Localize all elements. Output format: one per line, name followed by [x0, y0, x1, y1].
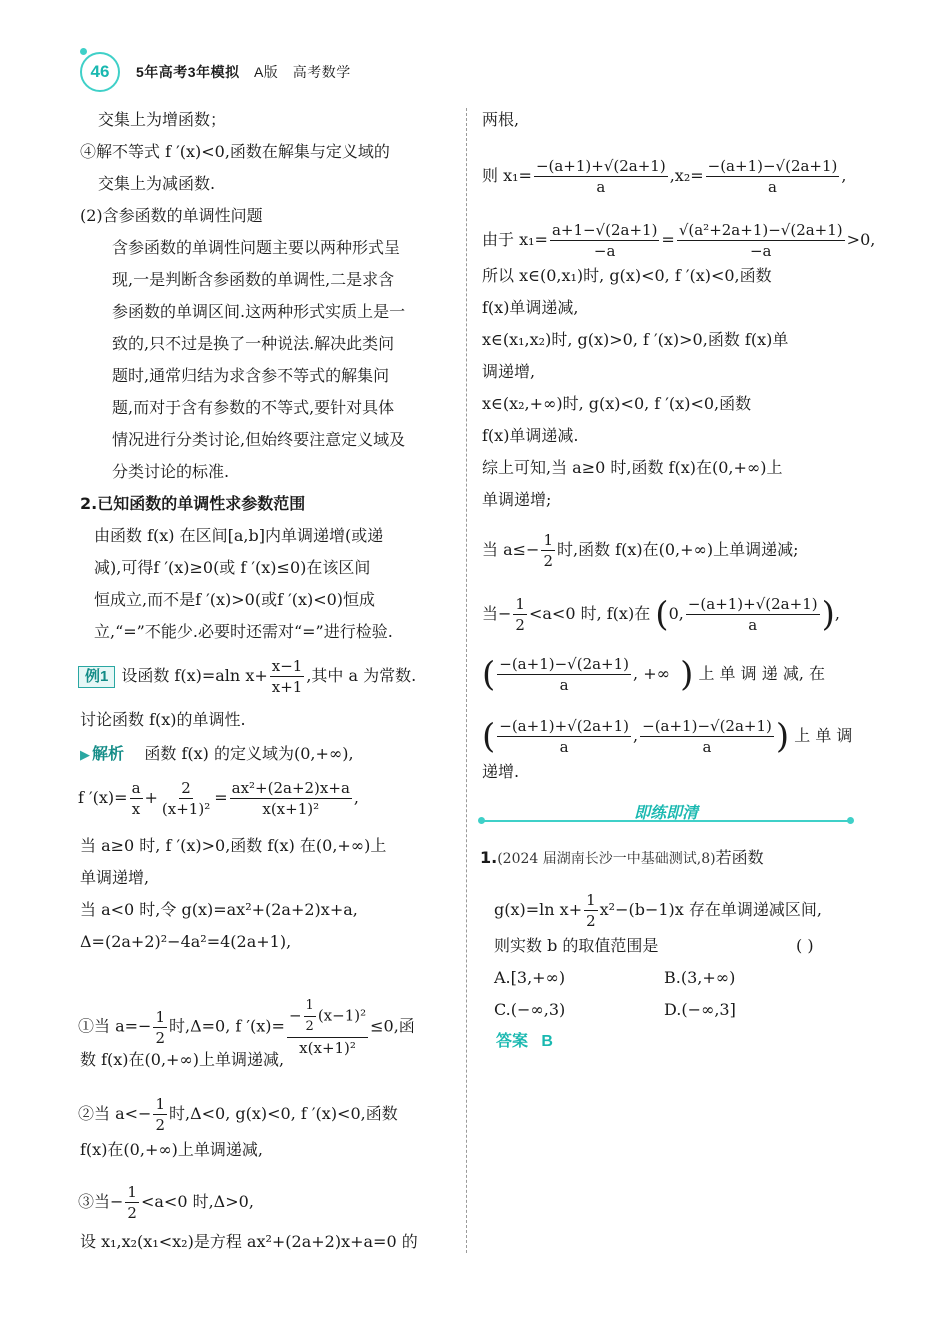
denominator: a	[559, 738, 569, 756]
fraction	[497, 716, 631, 757]
text: ,其中 a 为常数.	[306, 666, 417, 685]
fraction	[287, 996, 368, 1058]
text: =	[214, 788, 228, 807]
derivative-formula	[78, 778, 359, 819]
numerator: 1	[543, 531, 553, 549]
case-2-line	[78, 1094, 398, 1135]
column-divider	[466, 108, 467, 1253]
fraction	[513, 594, 527, 635]
section-heading: 2.已知函数的单调性求参数范围	[80, 494, 306, 513]
section-rule	[480, 820, 852, 822]
text-line: 两根,	[482, 110, 520, 129]
text-line: 综上可知,当 a≥0 时,函数 f(x)在(0,+∞)上	[482, 458, 783, 477]
text-line: 单调递增;	[482, 490, 552, 509]
text: ①当 a=−	[78, 1016, 152, 1036]
left-paren: (	[482, 654, 496, 695]
text-line: 所以 x∈(0,x₁)时, g(x)<0, f ′(x)<0,函数	[482, 266, 772, 285]
fraction	[686, 594, 820, 635]
text: −	[288, 1006, 302, 1025]
text: ,	[841, 166, 847, 185]
question-number: 1.	[480, 848, 498, 867]
text: f ′(x)=	[78, 788, 128, 807]
denominator: a	[702, 738, 712, 756]
interval-line	[482, 654, 825, 695]
text: 时,函数 f(x)在(0,+∞)上单调递减;	[557, 540, 799, 559]
rule-dot	[478, 817, 485, 824]
text: ,x₂=	[669, 166, 704, 185]
since-line	[482, 220, 875, 261]
text: 若函数	[715, 848, 764, 867]
numerator: −(a+1)−√(2a+1)	[499, 655, 630, 673]
triangle-icon: ▶	[80, 748, 90, 763]
conclusion-line	[482, 530, 798, 571]
numerator: a+1−√(2a+1)	[551, 221, 658, 239]
fraction	[550, 220, 659, 261]
text: 时,Δ<0, g(x)<0, f ′(x)<0,函数	[169, 1104, 398, 1123]
fraction	[153, 1094, 167, 1135]
fraction	[304, 996, 316, 1037]
text: 时,Δ=0, f ′(x)=	[169, 1016, 285, 1036]
rule-dot	[847, 817, 854, 824]
answer-label: 答案	[496, 1033, 529, 1050]
fraction	[640, 716, 774, 757]
practice-section-banner	[480, 800, 852, 822]
interval-line	[482, 716, 852, 757]
text: g(x)=ln x+	[494, 900, 583, 919]
text: 当 a≤−	[482, 540, 540, 559]
fraction	[270, 656, 305, 697]
numerator: 1	[155, 1007, 165, 1026]
text-line: 恒成立,而不是f ′(x)>0(或f ′(x)<0)恒成	[94, 590, 376, 609]
numerator: a	[131, 779, 141, 797]
denominator: 2	[305, 1019, 314, 1034]
text: (x−1)²	[317, 1006, 367, 1025]
text-line: ④解不等式 f ′(x)<0,函数在解集与定义域的	[80, 142, 390, 161]
text: 设函数 f(x)=aln x+	[121, 666, 268, 685]
denominator: x(x+1)²	[262, 800, 320, 818]
answer-value: B	[541, 1033, 553, 1050]
text: ③当−	[78, 1192, 124, 1211]
text-line: Δ=(2a+2)²−4a²=4(2a+1),	[80, 932, 292, 951]
text: <a<0 时,Δ>0,	[140, 1192, 254, 1211]
fraction	[706, 156, 840, 197]
fraction	[125, 1182, 139, 1223]
numerator: −(a+1)−√(2a+1)	[642, 717, 772, 735]
numerator: 1	[586, 891, 596, 909]
numerator: x−1	[271, 657, 303, 675]
answer-line	[496, 1032, 553, 1052]
example-line	[78, 656, 416, 697]
text: ,	[834, 604, 840, 623]
text-line: 题时,通常归结为求含参不等式的解集问	[112, 366, 390, 385]
denominator: 2	[127, 1204, 137, 1222]
text: ≤0,函	[370, 1016, 415, 1036]
numerator: 1	[127, 1183, 137, 1201]
text: 上 单 调 递 减, 在	[698, 664, 825, 683]
answer-blank: ( )	[796, 936, 814, 955]
section-title: 即练即清	[633, 805, 698, 822]
denominator: a	[768, 178, 777, 196]
denominator: (x+1)²	[161, 800, 211, 818]
text: +	[144, 788, 158, 807]
numerator: 2	[181, 779, 191, 797]
denominator: a	[596, 178, 606, 196]
text-line: 情况进行分类讨论,但始终要注意定义域及	[112, 430, 406, 449]
text: 当−	[482, 604, 512, 623]
right-paren: )	[680, 654, 694, 695]
numerator: −(a+1)−√(2a+1)	[707, 157, 838, 175]
fraction	[153, 1007, 167, 1048]
fraction	[584, 890, 598, 931]
numerator: 1	[304, 996, 316, 1017]
text: x²−(b−1)x 存在单调递减区间,	[599, 900, 822, 919]
text: 函数 f(x) 的定义域为(0,+∞),	[144, 744, 354, 763]
fraction	[677, 220, 845, 261]
subheading: (2)含参函数的单调性问题	[80, 206, 263, 225]
text-line: 交集上为增函数；	[98, 110, 227, 129]
denominator: 2	[515, 616, 525, 634]
fraction	[160, 778, 212, 819]
text-line: 分类讨论的标准.	[112, 462, 230, 481]
question-line: 则实数 b 的取值范围是	[494, 936, 659, 955]
numerator: −(a+1)+√(2a+1)	[687, 595, 818, 613]
denominator: 2	[586, 912, 596, 930]
numerator: 1	[155, 1095, 165, 1113]
series-name: 5年高考3年模拟	[136, 64, 240, 80]
denominator: x	[131, 800, 141, 818]
case-1-line	[78, 996, 415, 1058]
numerator: 1	[515, 595, 525, 613]
text-line: 致的,只不过是换了一种说法.解决此类问	[112, 334, 395, 353]
denominator: x(x+1)²	[299, 1039, 356, 1057]
text: ,	[353, 788, 359, 807]
text-line: f(x)单调递减.	[482, 426, 579, 445]
numerator: √(a²+2a+1)−√(2a+1)	[678, 221, 843, 239]
question-source: (2024 届湖南长沙一中基础测试,8)	[497, 851, 716, 867]
text-line: 讨论函数 f(x)的单调性.	[80, 710, 246, 729]
page-number: 46	[90, 62, 110, 81]
text-line: 设 x₁,x₂(x₁<x₂)是方程 ax²+(2a+2)x+a=0 的	[80, 1232, 418, 1251]
header-title	[136, 62, 361, 82]
text-line: 递增.	[482, 762, 520, 781]
fraction	[497, 654, 631, 695]
question-line	[494, 890, 822, 931]
subject: 高考数学	[292, 64, 351, 80]
page-number-badge	[80, 52, 120, 92]
text: 上 单 调	[794, 726, 853, 745]
text-line: 现,一是判断含参函数的单调性,二是求含	[112, 270, 395, 289]
text-line: 参函数的单调区间.这两种形式实质上是一	[112, 302, 406, 321]
option-a[interactable]: A.[3,+∞)	[494, 968, 566, 987]
text-line: 含参函数的单调性问题主要以两种形式呈	[112, 238, 401, 257]
text-line: 减),可得f ′(x)≥0(或 f ′(x)≤0)在该区间	[94, 558, 371, 577]
conclusion-line	[482, 594, 840, 635]
text-line: x∈(x₁,x₂)时, g(x)>0, f ′(x)>0,函数 f(x)单	[482, 330, 789, 349]
text: 由于 x₁=	[482, 230, 548, 249]
numerator	[287, 996, 368, 1038]
denominator: 2	[155, 1028, 165, 1047]
text-line: 当 a<0 时,令 g(x)=ax²+(2a+2)x+a,	[80, 900, 358, 919]
numerator: −(a+1)+√(2a+1)	[535, 157, 666, 175]
fraction	[130, 778, 143, 819]
numerator: −(a+1)+√(2a+1)	[499, 717, 630, 735]
roots-line	[482, 156, 847, 197]
text: ,	[633, 726, 639, 745]
text: =	[661, 230, 675, 249]
text: <a<0 时, f(x)在	[528, 604, 651, 623]
page-badge-dot	[80, 48, 87, 55]
case-3-line	[78, 1182, 254, 1223]
denominator: 2	[155, 1116, 165, 1134]
fraction	[541, 530, 555, 571]
question-line	[480, 848, 764, 869]
denominator: −a	[593, 242, 616, 260]
text-line: x∈(x₂,+∞)时, g(x)<0, f ′(x)<0,函数	[482, 394, 752, 413]
example-badge: 例1	[78, 666, 115, 688]
text: ②当 a<−	[78, 1104, 152, 1123]
left-paren: (	[655, 594, 669, 635]
option-b[interactable]: B.(3,+∞)	[664, 968, 736, 987]
left-paren: (	[482, 716, 496, 757]
text-line: f(x)在(0,+∞)上单调递减,	[80, 1140, 264, 1159]
text-line: 调递增,	[482, 362, 536, 381]
denominator: a	[559, 676, 569, 694]
fraction	[230, 778, 352, 819]
denominator: a	[748, 616, 758, 634]
solution-line	[80, 744, 354, 766]
text-line: 题,而对于含有参数的不等式,要针对具体	[112, 398, 395, 417]
text-line: 立,“=”不能少.必要时还需对“=”进行检验.	[94, 622, 393, 641]
text-line: 由函数 f(x) 在区间[a,b]内单调递增(或递	[94, 526, 384, 545]
text-line: f(x)单调递减,	[482, 298, 579, 317]
text-line: 当 a≥0 时, f ′(x)>0,函数 f(x) 在(0,+∞)上	[80, 836, 387, 855]
numerator: ax²+(2a+2)x+a	[231, 779, 350, 797]
text-line: 交集上为减函数.	[98, 174, 216, 193]
denominator: x+1	[271, 678, 303, 696]
fraction	[534, 156, 668, 197]
edition: A版	[253, 64, 279, 80]
right-paren: )	[821, 594, 835, 635]
text: 则 x₁=	[482, 166, 532, 185]
right-paren: )	[775, 716, 790, 757]
solution-label: 解析	[92, 746, 125, 763]
denominator: −a	[749, 242, 772, 260]
option-d[interactable]: D.(−∞,3]	[664, 1000, 736, 1019]
text: >0,	[846, 230, 876, 249]
option-c[interactable]: C.(−∞,3)	[494, 1000, 566, 1019]
text: , +∞	[633, 664, 670, 683]
text-line: 数 f(x)在(0,+∞)上单调递减,	[80, 1050, 285, 1069]
text-line: 单调递增,	[80, 868, 150, 887]
denominator: 2	[543, 552, 553, 570]
text: 0,	[668, 604, 684, 623]
